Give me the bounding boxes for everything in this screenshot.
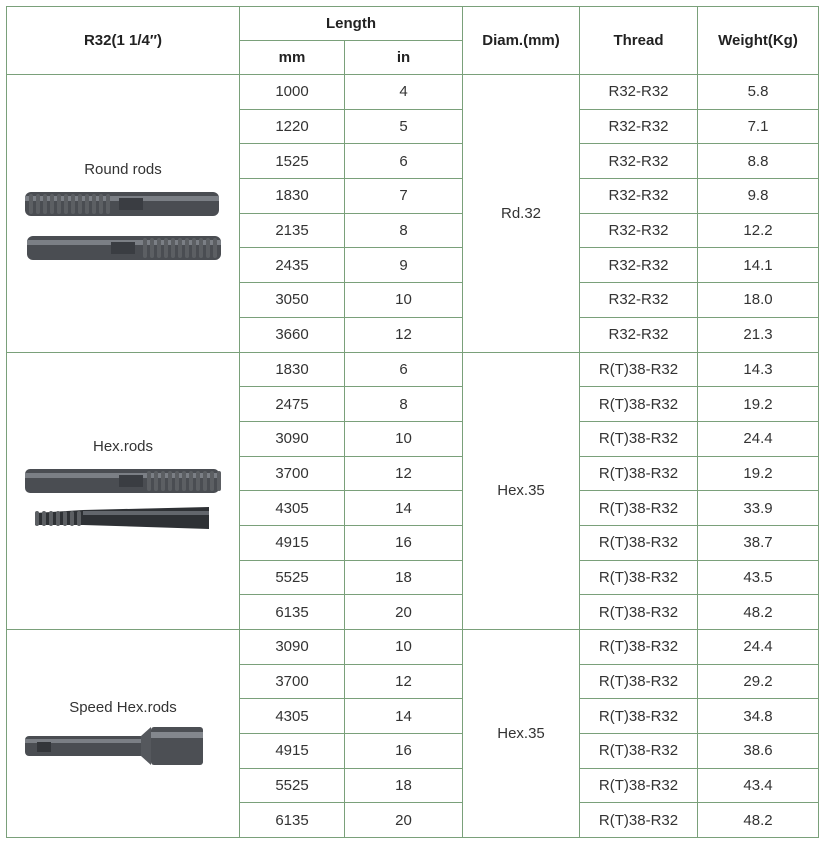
- thread-cell: R(T)38-R32: [580, 699, 698, 734]
- weight-cell: 43.4: [698, 768, 819, 803]
- weight-cell: 7.1: [698, 109, 819, 144]
- thread-cell: R(T)38-R32: [580, 491, 698, 526]
- weight-header: Weight(Kg): [698, 7, 819, 75]
- table-row: [7, 352, 819, 387]
- length-mm-cell: 4305: [240, 491, 345, 526]
- thread-cell: R(T)38-R32: [580, 352, 698, 387]
- weight-cell: 5.8: [698, 75, 819, 110]
- length-mm-cell: 5525: [240, 768, 345, 803]
- rod-spec-table: [6, 6, 819, 838]
- in-header: in: [345, 41, 463, 75]
- length-in-cell: 20: [345, 595, 463, 630]
- length-mm-cell: 2475: [240, 387, 345, 422]
- thread-cell: R(T)38-R32: [580, 803, 698, 838]
- length-in-cell: 12: [345, 456, 463, 491]
- thread-cell: R(T)38-R32: [580, 630, 698, 665]
- hex-rods-image: [23, 463, 223, 543]
- length-mm-cell: 6135: [240, 595, 345, 630]
- length-in-cell: 20: [345, 803, 463, 838]
- table-row: [7, 630, 819, 665]
- length-mm-cell: 2435: [240, 248, 345, 283]
- length-in-cell: 5: [345, 109, 463, 144]
- weight-cell: 18.0: [698, 283, 819, 318]
- thread-cell: R(T)38-R32: [580, 664, 698, 699]
- length-mm-cell: 1220: [240, 109, 345, 144]
- length-in-cell: 7: [345, 179, 463, 214]
- length-mm-cell: 1000: [240, 75, 345, 110]
- length-mm-cell: 1830: [240, 179, 345, 214]
- length-in-cell: 12: [345, 664, 463, 699]
- length-mm-cell: 1525: [240, 144, 345, 179]
- length-in-cell: 18: [345, 768, 463, 803]
- round-rods-image: [23, 186, 223, 266]
- length-mm-cell: 4305: [240, 699, 345, 734]
- diam-cell: Hex.35: [463, 352, 580, 630]
- length-in-cell: 9: [345, 248, 463, 283]
- thread-cell: R(T)38-R32: [580, 734, 698, 769]
- speed-hex-rods-image: [23, 724, 223, 768]
- length-mm-cell: 4915: [240, 525, 345, 560]
- length-mm-cell: 5525: [240, 560, 345, 595]
- length-in-cell: 10: [345, 283, 463, 318]
- thread-cell: R(T)38-R32: [580, 595, 698, 630]
- thread-cell: R(T)38-R32: [580, 768, 698, 803]
- diam-cell: Rd.32: [463, 75, 580, 353]
- thread-cell: R32-R32: [580, 248, 698, 283]
- thread-cell: R32-R32: [580, 179, 698, 214]
- thread-cell: R(T)38-R32: [580, 560, 698, 595]
- weight-cell: 19.2: [698, 456, 819, 491]
- thread-cell: R(T)38-R32: [580, 456, 698, 491]
- weight-cell: 24.4: [698, 630, 819, 665]
- length-in-cell: 18: [345, 560, 463, 595]
- weight-cell: 43.5: [698, 560, 819, 595]
- length-mm-cell: 1830: [240, 352, 345, 387]
- weight-cell: 29.2: [698, 664, 819, 699]
- length-mm-cell: 3700: [240, 664, 345, 699]
- rod-type-label: Hex.rods: [92, 438, 154, 456]
- length-mm-cell: 3090: [240, 630, 345, 665]
- thread-cell: R(T)38-R32: [580, 421, 698, 456]
- thread-header: Thread: [580, 7, 698, 75]
- weight-cell: 12.2: [698, 213, 819, 248]
- length-in-cell: 10: [345, 630, 463, 665]
- length-in-cell: 8: [345, 387, 463, 422]
- length-in-cell: 12: [345, 317, 463, 352]
- weight-cell: 38.7: [698, 525, 819, 560]
- thread-cell: R32-R32: [580, 317, 698, 352]
- thread-cell: R32-R32: [580, 75, 698, 110]
- product-header: R32(1 1/4″): [7, 7, 240, 75]
- diam-header: Diam.(mm): [463, 7, 580, 75]
- weight-cell: 38.6: [698, 734, 819, 769]
- rod-type-cell: [7, 630, 240, 838]
- length-mm-cell: 3700: [240, 456, 345, 491]
- weight-cell: 14.3: [698, 352, 819, 387]
- weight-cell: 48.2: [698, 595, 819, 630]
- length-in-cell: 14: [345, 491, 463, 526]
- weight-cell: 19.2: [698, 387, 819, 422]
- weight-cell: 21.3: [698, 317, 819, 352]
- length-mm-cell: 3660: [240, 317, 345, 352]
- length-mm-cell: 3050: [240, 283, 345, 318]
- length-in-cell: 14: [345, 699, 463, 734]
- length-in-cell: 6: [345, 144, 463, 179]
- weight-cell: 14.1: [698, 248, 819, 283]
- rod-type-cell: [7, 352, 240, 630]
- header-row-1: [7, 7, 819, 41]
- rod-type-label: Round rods: [84, 160, 162, 178]
- rod-type-label: Speed Hex.rods: [69, 699, 177, 717]
- length-header: Length: [240, 7, 463, 41]
- weight-cell: 48.2: [698, 803, 819, 838]
- thread-cell: R32-R32: [580, 283, 698, 318]
- length-in-cell: 6: [345, 352, 463, 387]
- thread-cell: R32-R32: [580, 109, 698, 144]
- length-mm-cell: 3090: [240, 421, 345, 456]
- length-in-cell: 4: [345, 75, 463, 110]
- length-in-cell: 10: [345, 421, 463, 456]
- diam-cell: Hex.35: [463, 630, 580, 838]
- mm-header: mm: [240, 41, 345, 75]
- length-in-cell: 16: [345, 525, 463, 560]
- length-mm-cell: 4915: [240, 734, 345, 769]
- weight-cell: 34.8: [698, 699, 819, 734]
- length-mm-cell: 6135: [240, 803, 345, 838]
- length-in-cell: 8: [345, 213, 463, 248]
- thread-cell: R32-R32: [580, 213, 698, 248]
- thread-cell: R(T)38-R32: [580, 387, 698, 422]
- weight-cell: 33.9: [698, 491, 819, 526]
- weight-cell: 24.4: [698, 421, 819, 456]
- thread-cell: R32-R32: [580, 144, 698, 179]
- length-mm-cell: 2135: [240, 213, 345, 248]
- length-in-cell: 16: [345, 734, 463, 769]
- thread-cell: R(T)38-R32: [580, 525, 698, 560]
- weight-cell: 8.8: [698, 144, 819, 179]
- weight-cell: 9.8: [698, 179, 819, 214]
- table-row: [7, 75, 819, 110]
- table-body: [7, 75, 819, 838]
- rod-type-cell: [7, 75, 240, 353]
